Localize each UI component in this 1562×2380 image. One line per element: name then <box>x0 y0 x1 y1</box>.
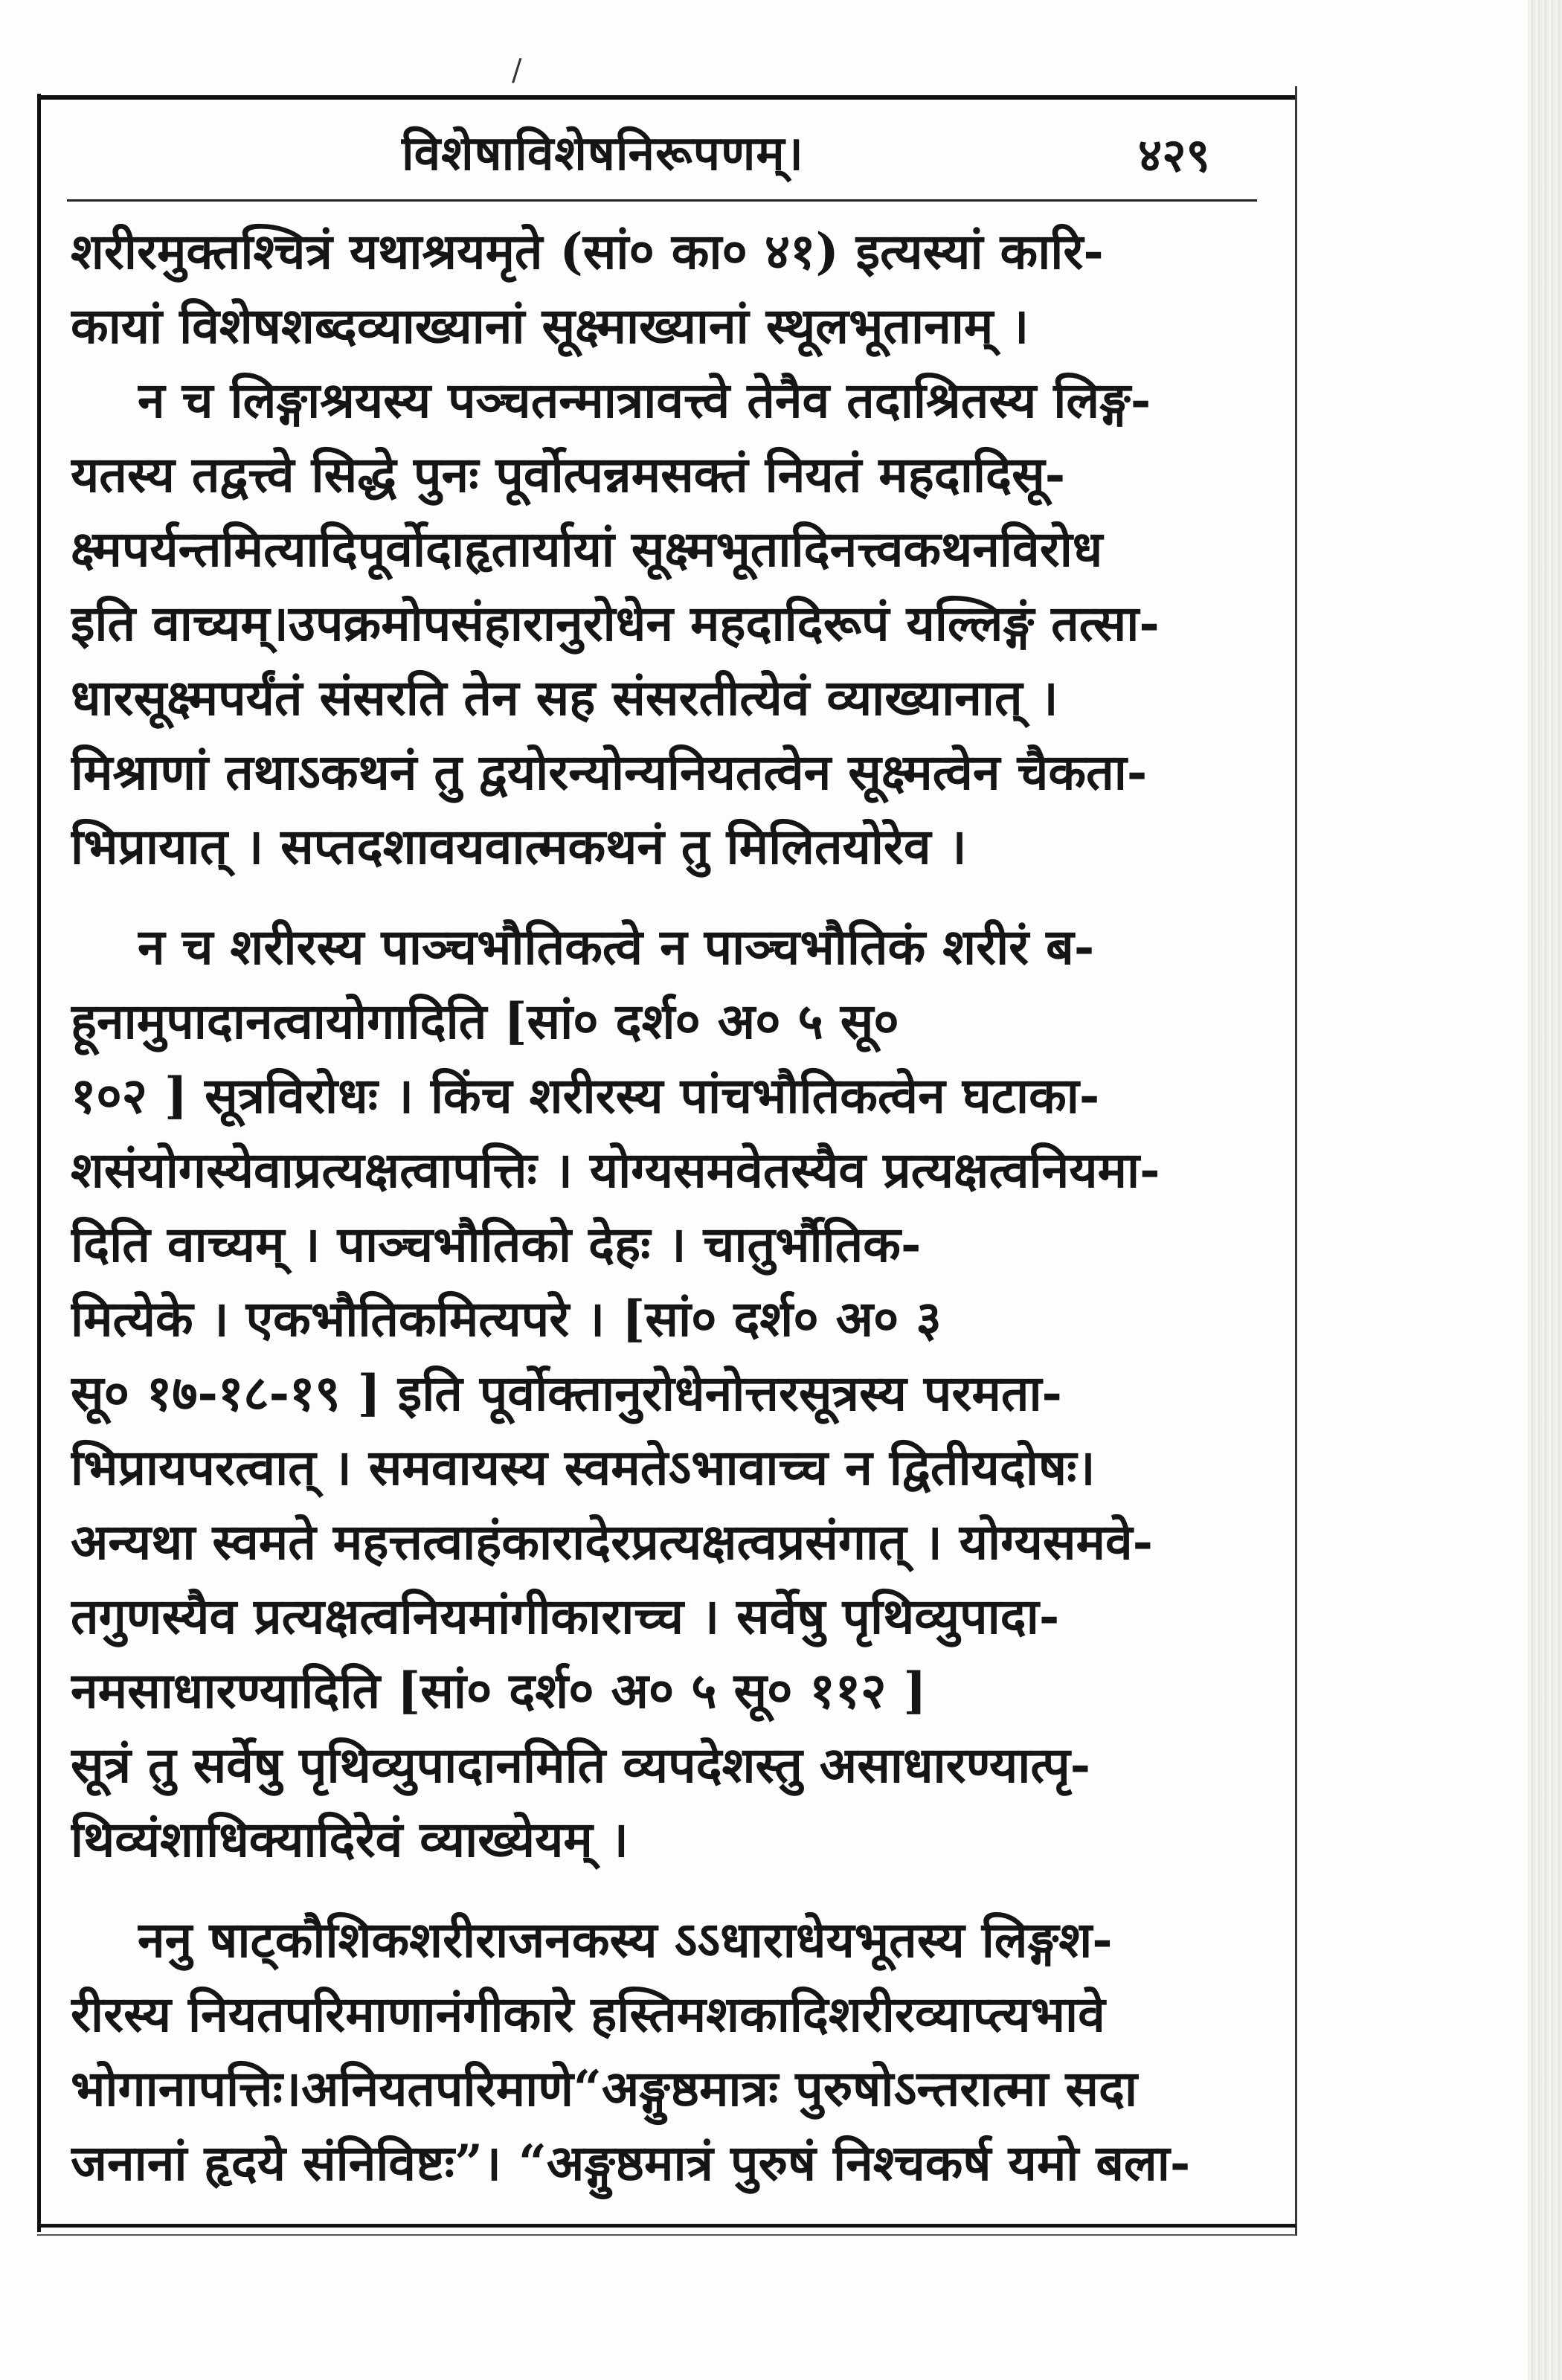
text-line: रीरस्य नियतपरिमाणानंगीकारे हस्तिमशकादिशरीरव्याप्त्यभावे <box>71 1985 1105 2043</box>
text-line: न च लिङ्गाश्रयस्य पञ्चतन्मात्रावत्त्वे तेनैव तदाश्रितस्य लिङ्ग- <box>138 371 1151 429</box>
text-line: शरीरमुक्तश्चित्रं यथाश्रयमृते (सां० का० ४१) इत्यस्यां कारि- <box>71 222 1104 280</box>
text-line: मिश्राणां तथाऽकथनं तु द्वयोरन्योन्यनियतत्वेन सूक्ष्मत्वेन चैकता- <box>71 743 1148 801</box>
text-line: नमसाधारण्यादिति [सां० दर्श० अ० ५ सू० ११२ ] <box>71 1662 927 1720</box>
text-line: क्ष्मपर्यन्तमित्यादिपूर्वोदाहृतार्यायां सूक्ष्मभूतादिनत्त्वकथनविरोध <box>71 520 1103 578</box>
text-line: न च शरीरस्य पाञ्चभौतिकत्वे न पाञ्चभौतिकं शरीरं ब- <box>138 918 1095 976</box>
text-line: दिति वाच्यम् । पाञ्चभौतिको देहः । चातुर्भौतिक- <box>71 1215 922 1273</box>
header-rule <box>67 199 1257 202</box>
text-line: अन्यथा स्वमते महत्तत्वाहंकारादेरप्रत्यक्षत्वप्रसंगात् । योग्यसमवे- <box>71 1513 1154 1571</box>
text-line: शसंयोगस्येवाप्रत्यक्षत्वापत्तिः । योग्यसमवेतस्यैव प्रत्यक्षत्वनियमा- <box>71 1141 1160 1199</box>
text-line: तगुणस्यैव प्रत्यक्षत्वनियमांगीकाराच्च । सर्वेषु पृथिव्युपादा- <box>71 1587 1060 1645</box>
top-border-rule <box>37 95 1296 100</box>
text-line: मित्येके । एकभौतिकमित्यपरे । [सां० दर्श० अ० ३ <box>71 1290 942 1348</box>
left-border-rule <box>37 94 41 2232</box>
scan-edge-shadow <box>1528 0 1562 2380</box>
bottom-border-rule <box>37 2224 1296 2228</box>
text-line: हूनामुपादानत्वायोगादिति [सां० दर्श० अ० ५ सू० <box>71 992 899 1050</box>
page-number: ४२९ <box>1138 128 1210 182</box>
text-line: थिव्यंशाधिक्यादिरेवं व्याख्येयम् । <box>71 1810 629 1868</box>
text-line: कायां विशेषशब्दव्याख्यानां सूक्ष्माख्यानां स्थूलभूतानाम् । <box>71 297 1029 355</box>
text-line: सूत्रं तु सर्वेषु पृथिव्युपादानमिति व्यपदेशस्तु असाधारण्यात्पृ- <box>71 1736 1091 1794</box>
text-line: भिप्रायपरत्वात् । समवायस्य स्वमतेऽभावाच्च न द्वितीयदोषः। <box>71 1438 1096 1496</box>
bottom-border-rule-thin <box>37 2234 1296 2236</box>
running-head: विशेषाविशेषनिरूपणम्। <box>402 126 804 181</box>
right-border-rule <box>1295 86 1297 2236</box>
text-line: जनानां हृदये संनिविष्टः”। “अङ्गुष्ठमात्रं पुरुषं निश्चकर्ष यमो बला- <box>71 2134 1191 2192</box>
text-line: १०२ ] सूत्रविरोधः । किंच शरीरस्य पांचभौतिकत्वेन घटाका- <box>71 1067 1100 1125</box>
stray-mark: / <box>512 54 522 88</box>
text-line: इति वाच्यम्।उपक्रमोपसंहारानुरोधेन महदादिरूपं यल्लिङ्गं तत्सा- <box>71 594 1160 652</box>
text-line: ननु षाट्कौशिकशरीराजनकस्य ऽऽधाराधेयभूतस्य लिङ्गश- <box>138 1911 1113 1969</box>
text-line: भिप्रायात् । सप्तदशावयवात्मकथनं तु मिलितयोरेव । <box>71 817 967 875</box>
text-line: यतस्य तद्वत्त्वे सिद्धे पुनः पूर्वोत्पन्नमसक्तं नियतं महदादिसू- <box>71 446 1066 504</box>
text-line: धारसूक्ष्मपर्यंतं संसरति तेन सह संसरतीत्येवं व्याख्यानात् । <box>71 669 1058 727</box>
text-line: सू० १७-१८-१९ ] इति पूर्वोक्तानुरोधेनोत्तरसूत्रस्य परमता- <box>71 1364 1062 1422</box>
text-line: भोगानापत्तिः।अनियतपरिमाणे“अङ्गुष्ठमात्रः पुरुषोऽन्तरात्मा सदा <box>71 2059 1138 2117</box>
